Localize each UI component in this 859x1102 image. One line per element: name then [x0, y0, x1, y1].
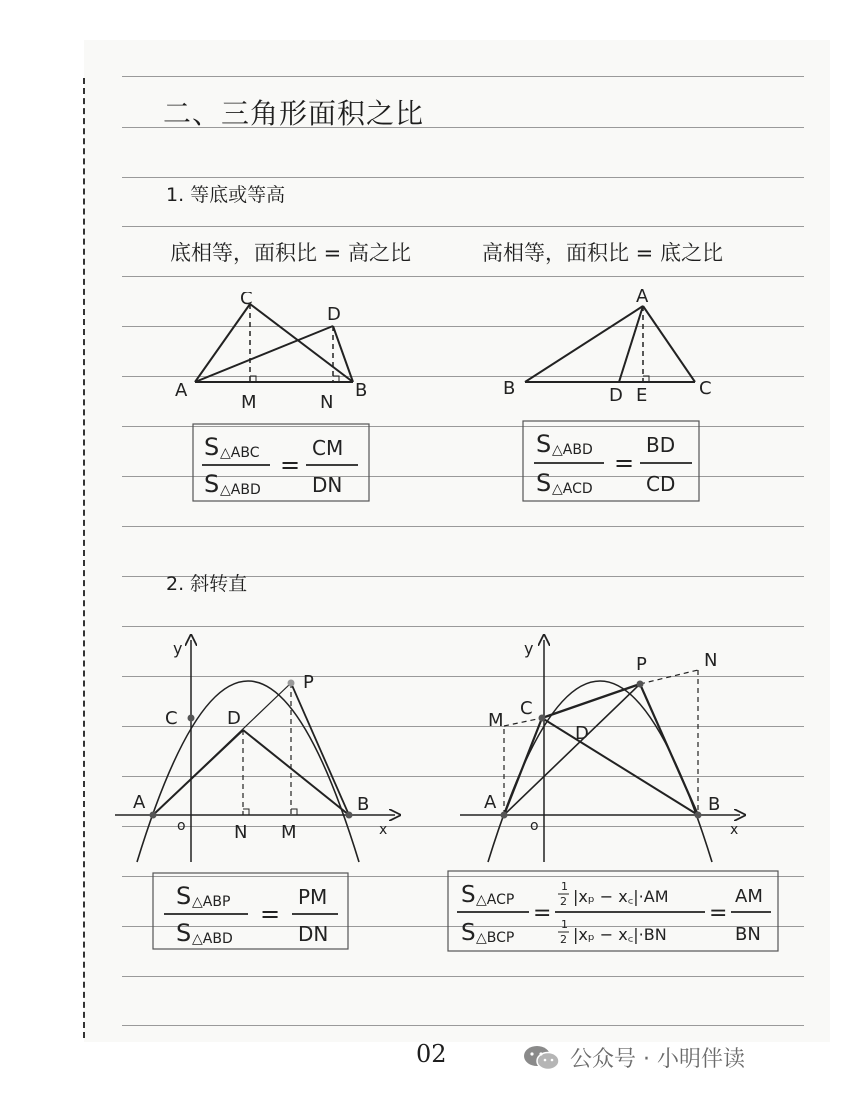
triangle-acp-subscript: △ACP [476, 892, 515, 908]
equal-height-figure [495, 282, 725, 407]
label-n: N [320, 392, 334, 412]
equals-sign: = [260, 900, 281, 928]
half-denominator: 2 [560, 933, 567, 946]
label-b: B [503, 378, 516, 399]
part2-heading: 2. 斜转直 [166, 573, 248, 595]
page-number: 02 [416, 1040, 447, 1068]
margin-line [83, 78, 85, 1038]
label-d: D [327, 304, 341, 325]
label-y: y [173, 639, 183, 658]
watermark-text: 公众号 · 小明伴读 [570, 1047, 745, 1072]
label-d: D [227, 708, 241, 729]
area-symbol: S [176, 919, 192, 947]
equal-height-rule: 高相等，面积比 = 底之比 [482, 241, 723, 265]
area-symbol: S [461, 920, 476, 946]
equals-sign: = [280, 451, 301, 479]
height-pm-label: PM [298, 885, 328, 909]
dashed-pn [640, 670, 698, 684]
segment-pb [291, 683, 349, 815]
label-p: P [636, 654, 647, 675]
segment-ba [525, 306, 643, 382]
label-b: B [357, 794, 370, 815]
label-b: B [708, 794, 721, 815]
formula-box-abp-abd [152, 872, 349, 950]
ruled-line [122, 526, 804, 527]
label-d: D [609, 385, 623, 406]
label-m: M [488, 710, 504, 731]
right-angle-mark [291, 809, 297, 815]
segment-ac [504, 718, 542, 815]
segment-cp [542, 684, 640, 718]
formula-box-acp-bcp [447, 870, 779, 952]
point-b [695, 812, 702, 819]
segment-ap [153, 683, 291, 815]
area-symbol: S [204, 433, 220, 461]
ruled-line [122, 976, 804, 977]
point-b [346, 812, 353, 819]
point-p [288, 680, 295, 687]
label-origin: o [177, 818, 186, 834]
equals-sign: = [533, 901, 552, 926]
height-am-label: AM [735, 886, 763, 907]
triangle-bcp-subscript: △BCP [476, 930, 515, 946]
formula-box-equal-base [192, 423, 370, 502]
label-a: A [175, 380, 188, 401]
label-m: M [241, 392, 257, 412]
label-x: x [730, 822, 739, 838]
label-b: B [355, 380, 368, 401]
label-e: E [636, 385, 648, 406]
ruled-line [122, 276, 804, 277]
equals-sign: = [709, 901, 728, 926]
segment-cb [542, 718, 698, 815]
parabola-figure-horizontal [460, 630, 760, 870]
triangle-abc-subscript: △ABC [220, 445, 260, 461]
area-symbol: S [204, 470, 220, 498]
width-am-expression: |xₚ − x꜀|·AM [573, 887, 669, 906]
point-c [188, 715, 195, 722]
height-bn-label: BN [735, 924, 761, 945]
part1-heading: 1. 等底或等高 [166, 184, 286, 206]
segment-db [243, 730, 349, 815]
wechat-icon [522, 1044, 562, 1072]
segment-ad [619, 306, 643, 382]
height-cm-label: CM [312, 436, 344, 460]
equal-base-rule: 底相等，面积比 = 高之比 [170, 241, 411, 265]
point-a [501, 812, 508, 819]
right-angle-mark [243, 809, 249, 815]
label-a: A [636, 286, 649, 307]
height-dn-label: DN [298, 922, 329, 946]
base-cd-label: CD [646, 472, 676, 496]
ruled-line [122, 177, 804, 178]
point-p [637, 681, 644, 688]
label-c: C [165, 708, 178, 729]
label-x: x [379, 822, 388, 838]
base-bd-label: BD [646, 433, 676, 457]
area-symbol: S [536, 469, 552, 497]
label-p: P [303, 672, 314, 693]
point-c [539, 715, 546, 722]
label-d: D [575, 723, 589, 744]
parabola-figure-vertical [115, 630, 405, 870]
label-c: C [240, 292, 253, 309]
area-symbol: S [536, 430, 552, 458]
label-origin: o [530, 818, 539, 834]
equal-base-figure [165, 292, 385, 412]
label-a: A [484, 792, 497, 813]
area-symbol: S [176, 882, 192, 910]
half-numerator: 1 [561, 880, 568, 893]
ruled-line [122, 1025, 804, 1026]
equals-sign: = [614, 449, 635, 477]
label-n: N [704, 650, 718, 671]
ruled-line [122, 626, 804, 627]
label-c: C [699, 378, 712, 399]
watermark [522, 1042, 745, 1073]
ruled-line [122, 76, 804, 77]
segment-ac [643, 306, 695, 382]
label-m: M [281, 822, 297, 843]
area-symbol: S [461, 882, 476, 908]
half-denominator: 2 [560, 895, 567, 908]
segment-pb [640, 684, 698, 815]
triangle-abp-subscript: △ABP [192, 894, 231, 910]
label-n: N [234, 822, 248, 843]
height-dn-label: DN [312, 473, 343, 497]
triangle-abd-subscript: △ABD [220, 482, 261, 498]
triangle-abd-subscript: △ABD [192, 931, 233, 947]
dashed-mc [504, 718, 542, 726]
width-bn-expression: |xₚ − x꜀|·BN [573, 925, 667, 944]
label-y: y [524, 639, 534, 658]
half-numerator: 1 [561, 918, 568, 931]
ruled-line [122, 226, 804, 227]
section-title: 二、三角形面积之比 [163, 97, 425, 130]
label-a: A [133, 792, 146, 813]
formula-box-equal-height [522, 420, 700, 502]
triangle-abd-subscript: △ABD [552, 442, 593, 458]
label-c: C [520, 698, 533, 719]
point-a [150, 812, 157, 819]
triangle-acd-subscript: △ACD [552, 481, 593, 497]
